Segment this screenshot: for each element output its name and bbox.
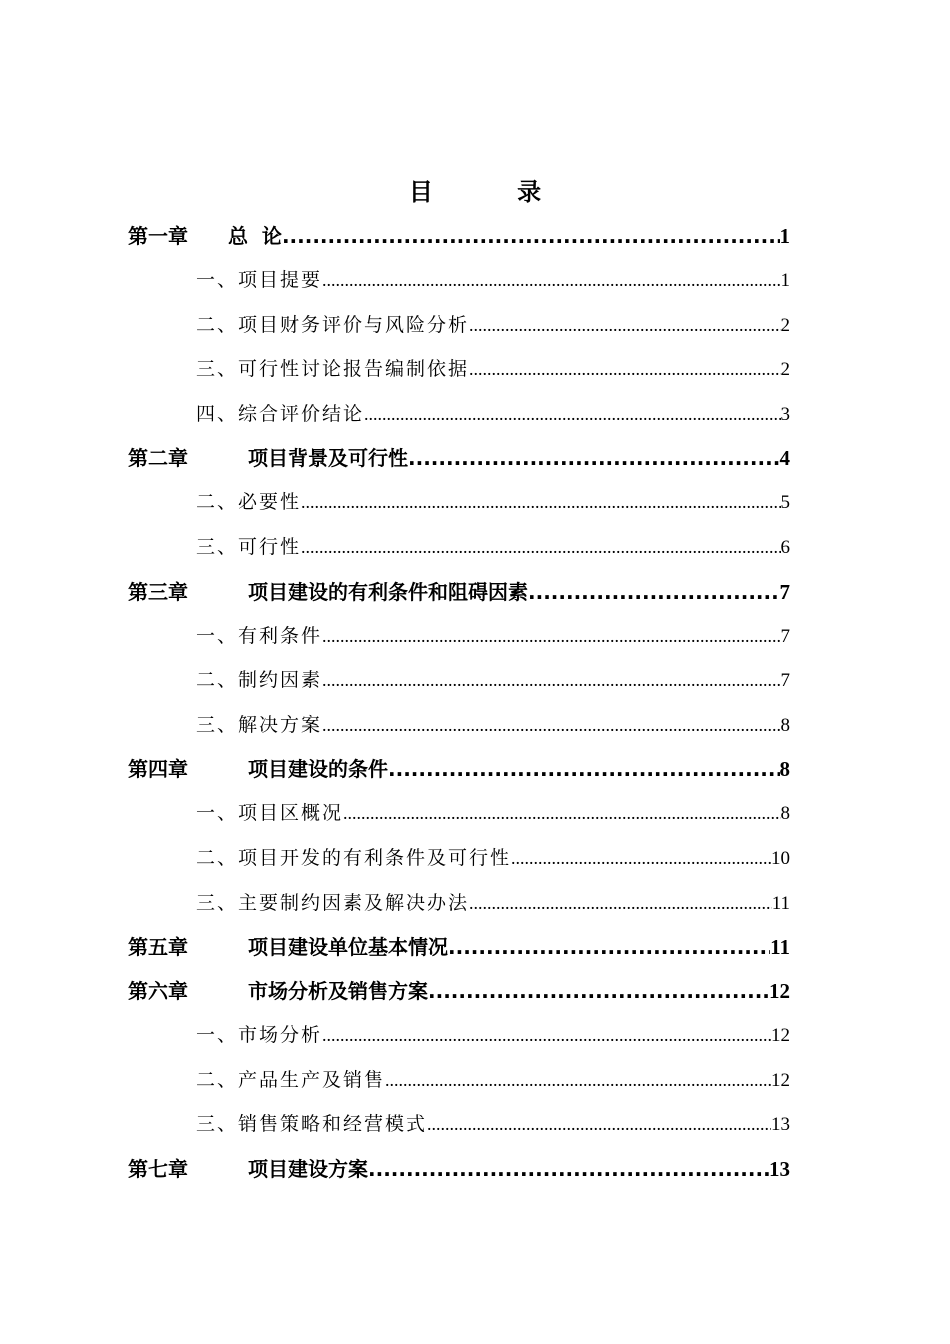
chapter-number: 第五章 [128,935,188,960]
dot-leader [469,303,780,348]
chapter-number: 第一章 [128,224,188,248]
dot-leader [322,614,780,659]
section-title: 三、主要制约因素及解决办法 [196,891,470,914]
chapter-number: 第六章 [128,979,188,1004]
dot-leader [528,570,780,614]
chapter-number: 第七章 [128,1156,188,1181]
page-number: 11 [770,935,790,960]
page-number: 2 [780,359,790,381]
toc-section-entry[interactable] [128,614,790,659]
dot-leader [301,480,780,525]
section-title: 一、市场分析 [196,1024,323,1047]
chapter-number: 第三章 [128,579,188,604]
toc-chapter-entry[interactable] [128,214,790,258]
section-title: 二、项目开发的有利条件及可行性 [196,846,512,869]
page-number: 1 [779,224,790,248]
page-number: 6 [780,536,790,558]
page-number: 1 [780,270,790,291]
dot-leader [322,258,780,303]
chapter-number: 第四章 [128,757,188,782]
toc-chapter-entry[interactable] [128,747,790,791]
toc-chapter-entry[interactable] [128,1147,790,1191]
dot-leader [428,969,769,1013]
page-number: 4 [779,446,790,471]
dot-leader [322,703,780,748]
dot-leader [408,436,780,480]
page-number: 8 [780,714,790,736]
toc-section-entry[interactable] [128,303,790,348]
toc-chapter-entry[interactable] [128,925,790,969]
dot-leader [322,1013,771,1058]
dot-leader [364,392,780,437]
chapter-title: 项目建设的条件 [248,757,388,782]
dot-leader [427,1102,771,1147]
toc-section-entry[interactable] [128,1102,790,1147]
page-number: 8 [780,803,790,825]
page-number: 2 [780,314,790,336]
toc-section-entry[interactable] [128,347,790,392]
toc-section-entry[interactable] [128,703,790,748]
section-title: 四、综合评价结论 [196,402,365,425]
dot-leader [448,925,770,969]
page-number: 7 [779,579,790,604]
section-title: 三、销售策略和经营模式 [196,1113,428,1136]
page-number: 13 [771,1114,790,1136]
toc-section-entry[interactable] [128,525,790,570]
page-number: 13 [769,1156,790,1181]
dot-leader [469,347,780,392]
chapter-title: 项目建设单位基本情况 [248,935,448,960]
page-number: 12 [771,1025,790,1047]
section-title: 二、项目财务评价与风险分析 [196,313,470,336]
toc-section-entry[interactable] [128,658,790,703]
section-title: 三、解决方案 [196,713,323,736]
table-of-contents [128,214,790,1191]
dot-leader [385,1058,771,1103]
toc-section-entry[interactable] [128,881,790,926]
toc-section-entry[interactable] [128,1058,790,1103]
section-title: 一、项目区概况 [196,802,344,825]
section-title: 二、制约因素 [196,669,323,692]
dot-leader [282,214,780,258]
dot-leader [511,836,771,881]
page-number: 12 [771,1069,790,1091]
toc-section-entry[interactable] [128,836,790,881]
toc-chapter-entry[interactable] [128,969,790,1013]
dot-leader [388,747,780,791]
dot-leader [469,881,772,926]
toc-section-entry[interactable] [128,1013,790,1058]
toc-section-entry[interactable] [128,392,790,437]
toc-chapter-entry[interactable] [128,436,790,480]
page-number: 7 [780,625,790,647]
page-number: 5 [780,492,790,514]
toc-section-entry[interactable] [128,480,790,525]
toc-chapter-entry[interactable] [128,570,790,614]
toc-section-entry[interactable] [128,258,790,303]
chapter-title: 市场分析及销售方案 [248,979,428,1004]
chapter-title: 总 论 [228,224,282,248]
page-number: 10 [771,847,790,869]
section-title: 一、项目提要 [196,269,323,291]
section-title: 三、可行性讨论报告编制依据 [196,358,470,381]
section-title: 三、可行性 [196,535,302,558]
page-number: 7 [780,670,790,692]
dot-leader [368,1147,769,1191]
page-number: 11 [771,892,790,914]
chapter-title: 项目建设的有利条件和阻碍因素 [248,579,528,604]
page-number: 3 [780,403,790,425]
section-title: 二、必要性 [196,491,302,514]
toc-title: 目 录 [408,178,580,206]
dot-leader [343,791,780,836]
page-number: 8 [779,757,790,782]
chapter-title: 项目背景及可行性 [248,446,408,471]
chapter-title: 项目建设方案 [248,1156,368,1181]
dot-leader [322,658,780,703]
chapter-number: 第二章 [128,446,188,471]
section-title: 二、产品生产及销售 [196,1068,386,1091]
dot-leader [301,525,780,570]
page-number: 12 [769,979,790,1004]
section-title: 一、有利条件 [196,624,323,647]
toc-section-entry[interactable] [128,791,790,836]
